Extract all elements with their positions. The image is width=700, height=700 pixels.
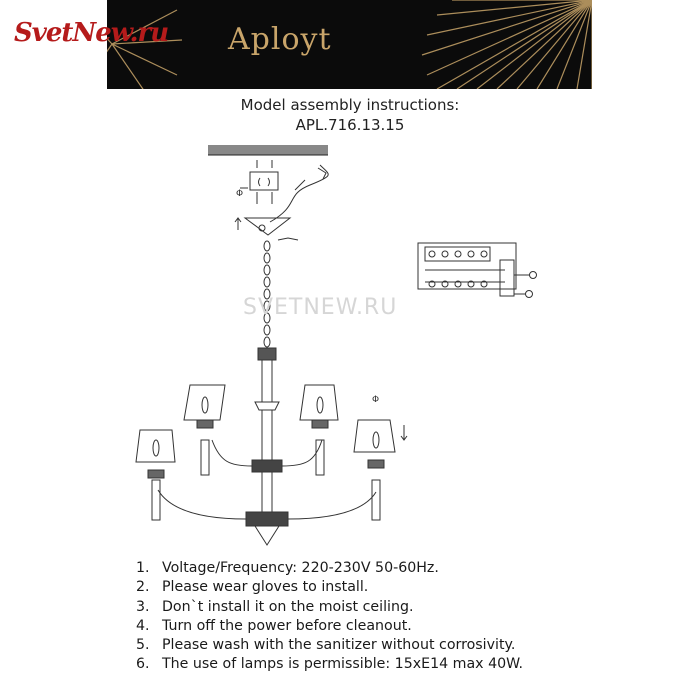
svg-text:Φ: Φ — [236, 189, 244, 199]
watermark: SVETNEW.RU — [243, 295, 398, 320]
model-number: APL.716.13.15 — [295, 116, 405, 134]
list-item: 2. Please wear gloves to install. — [136, 579, 369, 596]
wiring-diagram — [418, 243, 537, 298]
chain — [264, 241, 270, 347]
ceiling-hatch — [208, 145, 328, 155]
instructions-title: Model assembly instructions: — [240, 96, 460, 114]
canopy — [235, 218, 298, 240]
lamp-lower-right — [354, 395, 407, 520]
list-item: 5. Please wash with the sanitizer without corrosivity. — [136, 637, 516, 654]
list-item: 4. Turn off the power before cleanout. — [136, 617, 412, 634]
mounting-hardware-icon — [236, 160, 305, 204]
svetnew-logo: SvetNew.ru — [14, 18, 169, 48]
list-item: 6. The use of lamps is permissible: 15xE14 max 40W. — [136, 656, 524, 673]
brand-name: Aployt — [228, 22, 332, 57]
svg-text:Φ: Φ — [372, 395, 380, 405]
lamp-upper-left — [184, 385, 225, 475]
central-stem — [246, 348, 288, 545]
lamp-upper-right — [300, 385, 338, 475]
list-item: 3. Don`t install it on the moist ceiling. — [136, 598, 414, 615]
list-item: 1. Voltage/Frequency: 220-230V 50-60Hz. — [136, 560, 439, 576]
instructions-list — [136, 559, 523, 675]
lamp-lower-left — [136, 430, 175, 520]
